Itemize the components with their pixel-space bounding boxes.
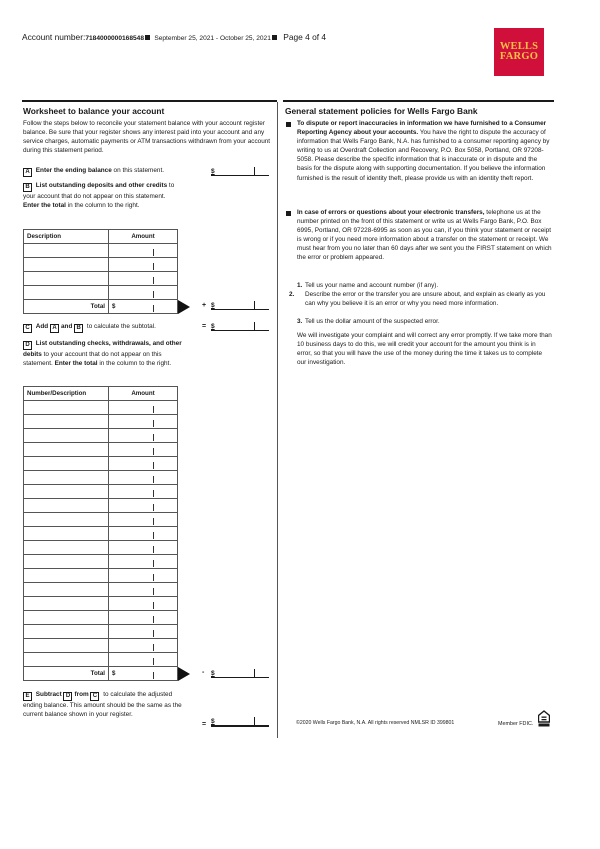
table-row[interactable] bbox=[24, 499, 178, 513]
equals-operator: = bbox=[202, 323, 207, 330]
amount-cell[interactable] bbox=[109, 457, 178, 471]
policies-title: General statement policies for Wells Fargo Bank bbox=[285, 106, 478, 116]
amount-cell[interactable] bbox=[109, 555, 178, 569]
table-row[interactable] bbox=[24, 401, 178, 415]
description-cell[interactable] bbox=[24, 429, 109, 443]
cents-divider bbox=[254, 167, 255, 175]
step-b-box: B bbox=[23, 183, 32, 192]
amount-cell[interactable] bbox=[109, 244, 178, 258]
debits-total-field[interactable]: $ bbox=[211, 668, 269, 678]
table-row[interactable] bbox=[24, 272, 178, 286]
col-amount: Amount bbox=[109, 387, 178, 401]
table-row[interactable] bbox=[24, 555, 178, 569]
table-row[interactable] bbox=[24, 597, 178, 611]
description-cell[interactable] bbox=[24, 471, 109, 485]
table-row[interactable] bbox=[24, 611, 178, 625]
table-row[interactable] bbox=[24, 443, 178, 457]
step-b-text2: in the column to the right. bbox=[65, 202, 140, 210]
amount-cell[interactable] bbox=[109, 653, 178, 667]
table-row[interactable] bbox=[24, 258, 178, 272]
step-d-box: D bbox=[23, 341, 32, 350]
step-b bbox=[23, 181, 178, 210]
description-cell[interactable] bbox=[24, 569, 109, 583]
description-cell[interactable] bbox=[24, 499, 109, 513]
total-row bbox=[24, 300, 178, 314]
total-label: Total bbox=[24, 300, 109, 314]
left-top-rule bbox=[22, 100, 277, 102]
debits-table bbox=[23, 386, 178, 681]
step-e-box: E bbox=[23, 692, 32, 701]
amount-cell[interactable] bbox=[109, 429, 178, 443]
page-number: Page 4 of 4 bbox=[283, 32, 327, 42]
description-cell[interactable] bbox=[24, 485, 109, 499]
deposits-total-field[interactable]: $ bbox=[211, 300, 269, 310]
table-row[interactable] bbox=[24, 527, 178, 541]
amount-cell[interactable] bbox=[109, 258, 178, 272]
plus-operator: + bbox=[202, 302, 207, 309]
equal-housing-lender-icon bbox=[538, 710, 550, 728]
minus-operator: - bbox=[202, 669, 205, 676]
amount-cell[interactable] bbox=[109, 611, 178, 625]
description-cell[interactable] bbox=[24, 541, 109, 555]
wells-fargo-logo bbox=[494, 28, 544, 76]
description-cell[interactable] bbox=[24, 457, 109, 471]
adjusted-balance-field[interactable]: $ bbox=[211, 717, 269, 727]
col-description: Description bbox=[24, 230, 109, 244]
amount-cell[interactable] bbox=[109, 625, 178, 639]
worksheet-intro: Follow the steps below to reconcile your statement balance with your account register balance. Be sure that your register shows any interest paid into your account and any service charges, automatic payments or ATM transactions withdrawn from your account during this statement period. bbox=[23, 120, 271, 155]
amount-cell[interactable] bbox=[109, 527, 178, 541]
table-row[interactable] bbox=[24, 541, 178, 555]
separator-square-icon bbox=[272, 35, 277, 40]
right-top-rule bbox=[283, 100, 554, 102]
amount-cell[interactable] bbox=[109, 485, 178, 499]
step-b-bold2: Enter the total bbox=[23, 202, 66, 210]
table-row[interactable] bbox=[24, 485, 178, 499]
step-b-bold: List outstanding deposits and other credits bbox=[35, 182, 168, 189]
table-header bbox=[24, 230, 178, 244]
step-b-text: to your account that do not appear on this statement. bbox=[23, 182, 175, 200]
amount-cell[interactable] bbox=[109, 541, 178, 555]
dollar-sign: $ bbox=[211, 168, 215, 175]
policy-electronic-transfers: In case of errors or questions about your electronic transfers, telephone us at the number printed on the front of this statement or write us at Wells Fargo Bank, P.O. Box 6995, Portland, OR 97228-6995 as soon as you can, if you think your statement or receipt is wrong or if you need more information about a transfer on the statement or receipt. We must hear from you no later than 60 days after we sent you the FIRST statement on which the error or problem appeared. bbox=[297, 209, 552, 262]
member-fdic: Member FDIC. bbox=[498, 721, 534, 727]
amount-cell[interactable] bbox=[109, 513, 178, 527]
table-row[interactable] bbox=[24, 569, 178, 583]
table-row[interactable] bbox=[24, 415, 178, 429]
description-cell[interactable] bbox=[24, 286, 109, 300]
step-e: E Subtract D from C to calculate the adjusted ending balance. This amount should be the same as the current balance shown in your register. bbox=[23, 691, 182, 719]
statement-period: September 25, 2021 - October 25, 2021 bbox=[154, 35, 271, 42]
logo-line2: FARGO bbox=[499, 51, 539, 62]
separator-square-icon bbox=[145, 35, 150, 40]
description-cell[interactable] bbox=[24, 513, 109, 527]
description-cell[interactable] bbox=[24, 583, 109, 597]
description-cell[interactable] bbox=[24, 653, 109, 667]
table-row[interactable] bbox=[24, 429, 178, 443]
account-label: Account number: bbox=[22, 32, 86, 42]
description-cell[interactable] bbox=[24, 597, 109, 611]
step-a-text: on this statement. bbox=[111, 167, 164, 174]
description-cell[interactable] bbox=[24, 443, 109, 457]
amount-cell[interactable] bbox=[109, 471, 178, 485]
table-row[interactable] bbox=[24, 286, 178, 300]
total-amount-cell[interactable]: $ bbox=[109, 300, 178, 314]
amount-cell[interactable] bbox=[109, 401, 178, 415]
step-d: D List outstanding checks, withdrawals, and other debits to your account that do not appear on this statement. Enter the total in the column to the right. bbox=[23, 340, 182, 368]
account-number: 7184000000168548 bbox=[85, 35, 144, 42]
arrow-right-icon bbox=[178, 667, 190, 681]
step-c: C Add A and B to calculate the subtotal. bbox=[23, 322, 203, 333]
step-c-box: C bbox=[23, 324, 32, 333]
description-cell[interactable] bbox=[24, 625, 109, 639]
description-cell[interactable] bbox=[24, 527, 109, 541]
description-cell[interactable] bbox=[24, 401, 109, 415]
amount-cell[interactable] bbox=[109, 569, 178, 583]
column-divider bbox=[277, 102, 278, 738]
amount-cell[interactable] bbox=[109, 272, 178, 286]
worksheet-title: Worksheet to balance your account bbox=[23, 106, 165, 116]
logo-line1: WELLS bbox=[499, 41, 539, 52]
table-row[interactable] bbox=[24, 513, 178, 527]
step-a-box: A bbox=[23, 168, 32, 177]
ending-balance-field[interactable] bbox=[211, 166, 269, 176]
table-row[interactable] bbox=[24, 639, 178, 653]
col-amount: Amount bbox=[109, 230, 178, 244]
amount-cell[interactable] bbox=[109, 499, 178, 513]
description-cell[interactable] bbox=[24, 555, 109, 569]
amount-cell[interactable] bbox=[109, 443, 178, 457]
table-row[interactable] bbox=[24, 244, 178, 258]
total-label: Total bbox=[24, 667, 109, 681]
amount-cell[interactable] bbox=[109, 415, 178, 429]
arrow-right-icon bbox=[178, 300, 190, 314]
bullet-square-icon bbox=[286, 211, 291, 216]
amount-cell[interactable] bbox=[109, 639, 178, 653]
copyright: ©2020 Wells Fargo Bank, N.A. All rights reserved NMLSR ID 399801 bbox=[296, 720, 455, 726]
step-a bbox=[23, 166, 213, 177]
description-cell[interactable] bbox=[24, 639, 109, 653]
deposits-table bbox=[23, 229, 178, 314]
table-row[interactable] bbox=[24, 583, 178, 597]
list-item: 3. Tell us the dollar amount of the suspected error. bbox=[297, 318, 440, 325]
description-cell[interactable] bbox=[24, 244, 109, 258]
equals-operator: = bbox=[202, 721, 207, 728]
policy-closing: We will investigate your complaint and will correct any error promptly. If we take more than 10 business days to do this, we will credit your account for the amount you think is in error, so that you will have the use of the money during the time it takes us to complete our investigation. bbox=[297, 332, 552, 367]
subtotal-field[interactable]: $ bbox=[211, 321, 269, 331]
table-row[interactable] bbox=[24, 457, 178, 471]
amount-cell[interactable] bbox=[109, 597, 178, 611]
table-header bbox=[24, 387, 178, 401]
description-cell[interactable] bbox=[24, 258, 109, 272]
description-cell[interactable] bbox=[24, 272, 109, 286]
amount-cell[interactable] bbox=[109, 286, 178, 300]
policy-dispute: To dispute or report inaccuracies in information we have furnished to a Consumer Reporting Agency about your accounts. You have the right to dispute the accuracy of information that Wells Fargo Bank, N.A. has furnished to a consumer reporting agency by writing to us at Overdraft Collection and Recovery, P.O. Box 5058, Portland, OR 97208-5058. Please describe the specific information that is inaccurate or in dispute and the basis for the dispute along with supporting documentation. If you believe the information furnished is the result of identity theft, please provide us with an identity theft report. bbox=[297, 120, 550, 182]
list-item: 2. Describe the error or the transfer you are unsure about, and explain as clearly as you can why you believe it is an error or why you need more information. bbox=[289, 291, 546, 308]
bullet-square-icon bbox=[286, 122, 291, 127]
description-cell[interactable] bbox=[24, 611, 109, 625]
description-cell[interactable] bbox=[24, 415, 109, 429]
table-row[interactable] bbox=[24, 471, 178, 485]
col-number-description: Number/Description bbox=[24, 387, 109, 401]
list-item: 1. Tell us your name and account number (if any). bbox=[297, 282, 439, 289]
step-a-bold: Enter the ending balance bbox=[35, 167, 112, 174]
amount-cell[interactable] bbox=[109, 583, 178, 597]
total-row bbox=[24, 667, 178, 681]
table-row[interactable] bbox=[24, 653, 178, 667]
total-amount-cell[interactable]: $ bbox=[109, 667, 178, 681]
table-row[interactable] bbox=[24, 625, 178, 639]
statement-header bbox=[22, 32, 326, 42]
